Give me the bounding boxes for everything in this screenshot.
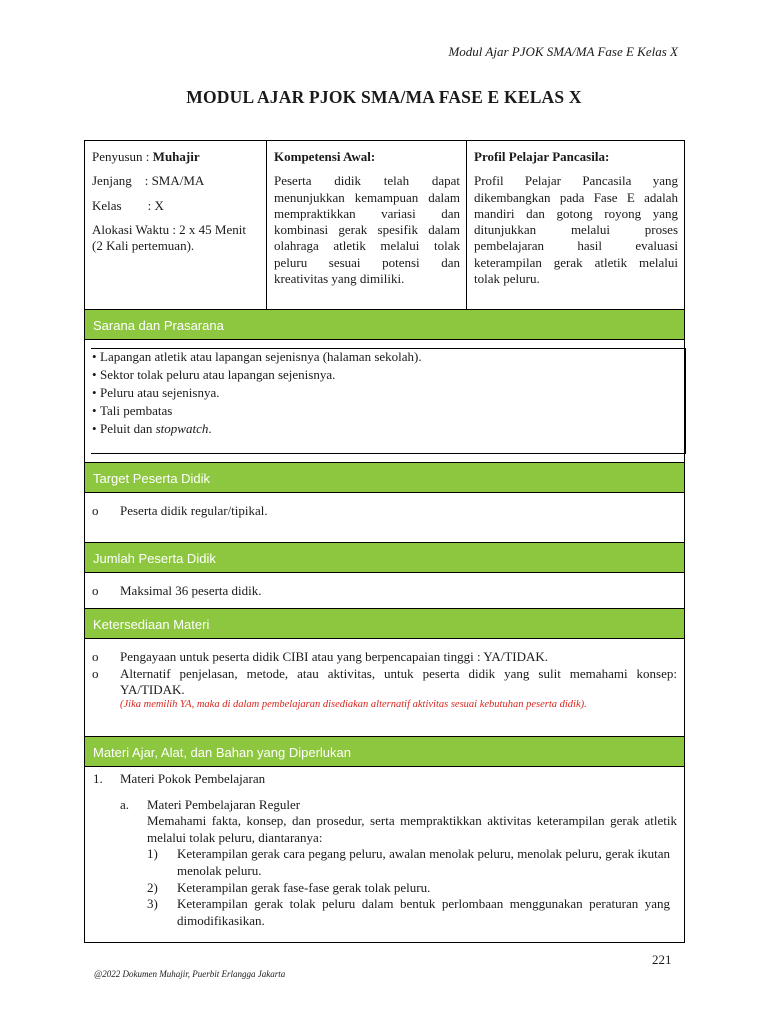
- section-ketersediaan-heading: Ketersediaan Materi: [85, 608, 684, 639]
- penyusun-value: Muhajir: [152, 149, 200, 164]
- list-marker: a.: [120, 796, 130, 812]
- jumlah-item-text: Maksimal 36 peserta didik.: [120, 583, 262, 598]
- sarana-item-text: Peluit dan: [100, 421, 156, 436]
- sarana-item: • Tali pembatas: [92, 403, 173, 418]
- jenjang-line: Jenjang : SMA/MA: [92, 173, 205, 189]
- list-marker: 2): [147, 879, 158, 895]
- ketersediaan-item: [92, 649, 684, 666]
- footer-copyright: @2022 Dokumen Muhajir, Puerbit Erlangga Jakarta: [94, 969, 286, 979]
- materi-point: [147, 896, 677, 929]
- materi-box: [85, 767, 684, 942]
- ketersediaan-item: [92, 666, 684, 699]
- materi-point-text: Keterampilan gerak fase-fase gerak tolak peluru.: [177, 879, 431, 895]
- materi-point-text: Keterampilan gerak tolak peluru dalam bentuk perlombaan menggunakan peraturan yang dimodifikasikan.: [177, 896, 670, 928]
- section-jumlah-heading: Jumlah Peserta Didik: [85, 542, 684, 573]
- jumlah-box: [85, 573, 684, 608]
- info-row: [85, 141, 684, 309]
- materi-sub-a: [120, 797, 684, 930]
- materi-point-text: Keterampilan gerak cara pegang peluru, awalan menolak peluru, menolak peluru, gerak ikutan menolak peluru.: [177, 846, 670, 878]
- penyusun-line: [92, 149, 260, 165]
- stopwatch-text: stopwatch: [155, 421, 209, 436]
- sarana-box: [85, 340, 684, 462]
- materi-sub-text: Memahami fakta, konsep, dan prosedur, serta mempraktikkan aktivitas keterampilan gerak atletik melalui tolak peluru, diantaranya:: [147, 813, 677, 845]
- sarana-item-text: Sektor tolak peluru atau lapangan sejenisnya.: [100, 367, 336, 382]
- page-number: 221: [652, 952, 672, 967]
- section-target-heading: Target Peserta Didik: [85, 462, 684, 493]
- document-title: MODUL AJAR PJOK SMA/MA FASE E KELAS X: [186, 87, 582, 107]
- sarana-item-tail: .: [208, 421, 212, 436]
- kelas-line: Kelas : X: [92, 197, 164, 213]
- target-item: [92, 503, 684, 520]
- profil-title: Profil Pelajar Pancasila:: [474, 149, 610, 164]
- materi-point: [147, 846, 677, 879]
- list-marker: o: [92, 649, 99, 664]
- jumlah-item: [92, 583, 684, 600]
- identity-column: [85, 141, 267, 309]
- profil-column: [467, 141, 684, 309]
- kompetensi-column: [267, 141, 467, 309]
- section-sarana-heading: Sarana dan Prasarana: [85, 309, 684, 340]
- materi-sub-title: Materi Pembelajaran Reguler: [147, 796, 301, 812]
- alokasi-line: Alokasi Waktu : 2 x 45 Menit (2 Kali pertemuan).: [92, 221, 246, 254]
- sarana-item: • Sektor tolak peluru atau lapangan sejenisnya.: [92, 367, 336, 382]
- penyusun-label: Penyusun :: [92, 149, 153, 164]
- list-marker: o: [92, 503, 99, 518]
- target-box: [85, 493, 684, 542]
- list-marker: 1.: [93, 771, 103, 786]
- list-marker: 3): [147, 896, 158, 912]
- sarana-item-text: Peluru atau sejenisnya.: [100, 385, 220, 400]
- sarana-item-text: Lapangan atletik atau lapangan sejenisnya (halaman sekolah).: [100, 349, 422, 364]
- sarana-item: • Lapangan atletik atau lapangan sejenisnya (halaman sekolah).: [92, 349, 422, 364]
- ketersediaan-box: [85, 639, 684, 736]
- materi-points: [147, 846, 677, 929]
- ketersediaan-note: (Jika memilih YA, maka di dalam pembelajaran disediakan alternatif aktivitas sesuai kebutuhan peserta didik).: [120, 698, 587, 710]
- materi-item-1: [93, 771, 684, 788]
- materi-item-text: Materi Pokok Pembelajaran: [120, 771, 266, 786]
- sarana-item: • Peluit dan stopwatch .: [92, 421, 212, 436]
- target-item-text: Peserta didik regular/tipikal.: [120, 503, 268, 518]
- materi-point: [147, 880, 677, 897]
- list-marker: o: [92, 583, 99, 598]
- module-table: [84, 140, 685, 943]
- kompetensi-title: Kompetensi Awal:: [274, 149, 376, 164]
- kompetensi-text: Peserta didik telah dapat menunjukkan kemampuan dalam mempraktikkan variasi dan kombinasi gerak spesifik dalam olahraga atletik melalui tolak peluru sesuai potensi dan kreativitas yang dimiliki.: [274, 173, 460, 287]
- sarana-item-text: Tali pembatas: [100, 403, 173, 418]
- ketersediaan-item-text: Alternatif penjelasan, metode, atau aktivitas, untuk peserta didik yang sulit memahami konsep: YA/TIDAK.: [120, 665, 677, 698]
- ketersediaan-item-text: Pengayaan untuk peserta didik CIBI atau yang berpencapaian tinggi : YA/TIDAK.: [120, 649, 549, 664]
- running-header: Modul Ajar PJOK SMA/MA Fase E Kelas X: [448, 44, 678, 59]
- profil-text: Profil Pelajar Pancasila yang dikembangkan pada Fase E adalah mandiri dan gotong royong yang ditunjukkan melalui proses pembelajaran hasil evaluasi keterampilan gerak atletik melalui tolak peluru.: [474, 173, 678, 287]
- list-marker: o: [92, 665, 99, 681]
- sarana-list: [91, 348, 686, 454]
- section-materi-heading: Materi Ajar, Alat, dan Bahan yang Diperlukan: [85, 736, 684, 767]
- list-marker: 1): [147, 846, 158, 862]
- sarana-item: • Peluru atau sejenisnya.: [92, 385, 220, 400]
